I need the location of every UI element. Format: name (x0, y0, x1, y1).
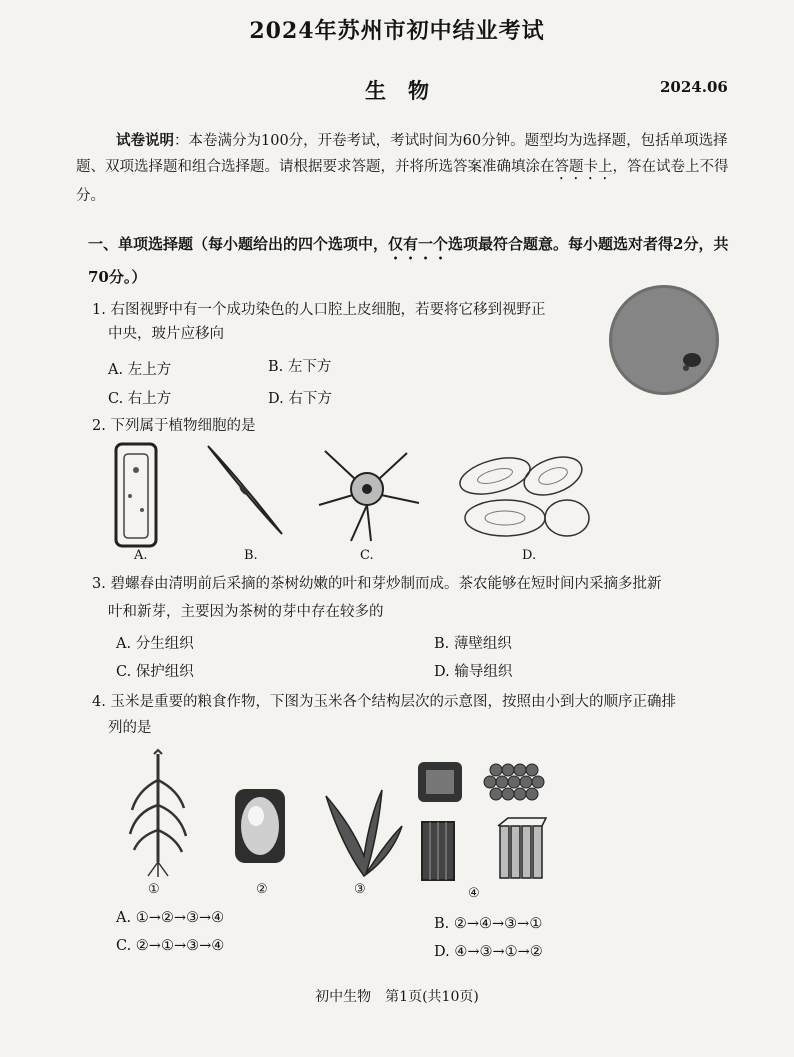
muscle-cell-icon (200, 440, 290, 540)
q4-option-c[interactable]: C. ②→①→③→④ (116, 938, 225, 954)
q3-option-a[interactable]: A. 分生组织 (116, 636, 194, 652)
subject-title: 生物 (365, 78, 451, 103)
red-blood-cells-icon (455, 452, 595, 544)
instructions-label: 试卷说明 (116, 132, 174, 149)
q2-stem: 2. 下列属于植物细胞的是 (92, 418, 256, 434)
q3-option-c[interactable]: C. 保护组织 (116, 664, 194, 680)
section-title: 一、单项选择题 (88, 235, 194, 253)
q1-stem-line1: 1. 右图视野中有一个成功染色的人口腔上皮细胞，若要将它移到视野正 (92, 302, 546, 318)
plant-cell-icon (110, 440, 170, 550)
q2-label-a[interactable]: A. (134, 548, 148, 563)
section-note-emph: 仅有一个 (388, 235, 449, 253)
q4-stem-line1: 4. 玉米是重要的粮食作物，下图为玉米各个结构层次的示意图，按照由小到大的顺序正确排 (92, 694, 676, 710)
exam-date: 2024.06 (660, 78, 728, 96)
q4-option-b[interactable]: B. ②→④→③→① (434, 916, 543, 932)
instructions-text-a: ：本卷满分为100分，开卷考试，考试时间为60分钟。题型均为选择题，包括单项选择题、双项选择题和组合选择题。请根据要求答题，并将所选答案准确填涂在 (76, 133, 728, 175)
q4-option-d[interactable]: D. ④→③→①→② (434, 944, 543, 960)
q1-option-c[interactable]: C. 右上方 (108, 391, 172, 407)
q4-stem-line2: 列的是 (108, 720, 152, 736)
instructions-text-b: ，答在试卷上不得分。 (76, 159, 729, 204)
q4-label-2: ② (256, 882, 268, 897)
q1-stem-line2: 中央，玻片应移向 (108, 326, 224, 342)
q3-stem-line2: 叶和新芽，主要因为茶树的芽中存在较多的 (108, 604, 384, 620)
q1-option-b[interactable]: B. 左下方 (268, 359, 332, 375)
q1-option-d[interactable]: D. 右下方 (268, 391, 332, 407)
page-footer: 初中生物 第1页(共10页) (315, 989, 479, 1005)
exam-title: 2024年苏州市初中结业考试 (249, 18, 545, 44)
instructions (76, 128, 736, 209)
instructions-emph: 答题卡上 (554, 159, 613, 175)
corn-leaf-icon (322, 786, 406, 878)
section-note-a: （每小题给出的四个选项中， (193, 235, 389, 253)
q3-option-d[interactable]: D. 输导组织 (434, 664, 513, 680)
corn-tissues-icon (412, 760, 552, 882)
corn-plant-icon (128, 750, 188, 878)
q2-label-d[interactable]: D. (522, 548, 537, 563)
nerve-cell-icon (315, 445, 425, 545)
q2-label-b[interactable]: B. (244, 548, 258, 563)
corn-cell-icon (232, 786, 288, 866)
section-heading (88, 230, 748, 291)
q4-option-a[interactable]: A. ①→②→③→④ (116, 910, 225, 926)
q3-stem-line1: 3. 碧螺春由清明前后采摘的茶树幼嫩的叶和芽炒制而成。茶农能够在短时间内采摘多批新 (92, 576, 662, 592)
q4-label-1: ① (148, 882, 160, 897)
q2-label-c[interactable]: C. (360, 548, 374, 563)
section-note-b: 选项最符合题意。每小题选对者得2分，共70分。） (88, 235, 729, 286)
microscope-field-icon (608, 284, 720, 396)
q1-option-a[interactable]: A. 左上方 (108, 362, 172, 378)
q3-option-b[interactable]: B. 薄壁组织 (434, 636, 512, 652)
q4-label-4: ④ (468, 886, 480, 901)
q4-label-3: ③ (354, 882, 366, 897)
